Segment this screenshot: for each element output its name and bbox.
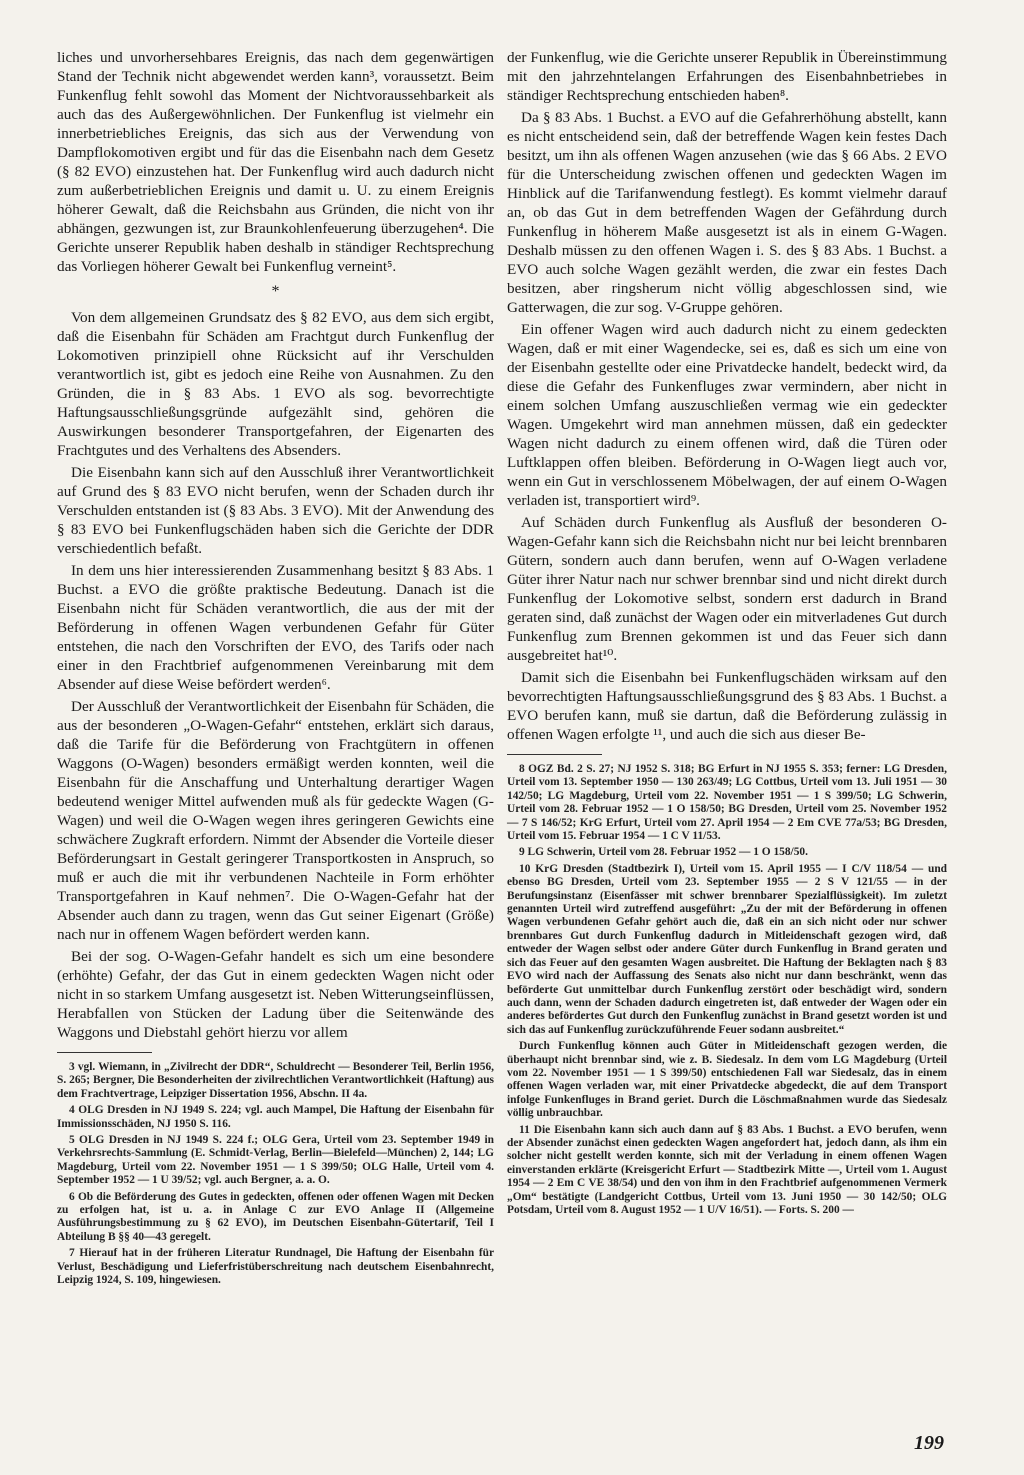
footnote: 8 OGZ Bd. 2 S. 27; NJ 1952 S. 318; BG Erfurt in NJ 1955 S. 353; ferner: LG Dresden, Urteil vom 13. September 1950 — 130 263/49; LG Cottbus, Urteil vom 13. Juli 1951 — 30 142/50; LG Magdeburg, Urteil vom 22. November 1951 — 1 S 399/50; LG Schwerin, Urteil vom 28. Februar 1952 — 1 O 158/50; BG Dresden, Urteil vom 25. November 1952 — 7 S 146/52; KrG Erfurt, Urteil vom 27. April 1954 — 2 Em CVE 77a/53; BG Dresden, Urteil vom 15. Februar 1954 — 1 C V 11/53. [507,763,947,843]
body-paragraph: Da § 83 Abs. 1 Buchst. a EVO auf die Gefahrerhöhung abstellt, kann es nicht entscheidend sein, daß der betreffende Wagen kein festes Dach besitzt, um ihn als offenen Wagen anzusehen (wie das § 66 Abs. 2 EVO für die Unterscheidung zwischen offenen und gedeckten Wagen im Hinblick auf die Tarifanwendung festlegt). Es kommt vielmehr darauf an, ob das Gut in dem betreffenden Wagen der Gefährdung durch Funkenflug in höherem Maße ausgesetzt ist als in einem G-Wagen. Deshalb müssen zu den offenen Wagen i. S. des § 83 Abs. 1 Buchst. a EVO auch solche Wagen gezählt werden, die zwar ein festes Dach besitzen, aber ringsherum nicht völlig abgeschlossen sind, wie Gatterwagen, die zur sog. V-Gruppe gehören. [507,109,947,316]
body-paragraph: Damit sich die Eisenbahn bei Funkenflugschäden wirksam auf den bevorrechtigten Haftungsausschließungsgrund des § 83 Abs. 1 Buchst. a EVO berufen kann, muß sie dartun, daß die Beförderung zulässig in offenen Wagen erfolgte ¹¹, und auch die sich aus dieser Be- [507,669,947,743]
body-paragraph: der Funkenflug, wie die Gerichte unserer Republik in Übereinstimmung mit den jahrzehntelangen Erfahrungen des Eisenbahnbetriebes in ständiger Rechtsprechung entschieden haben⁸. [507,49,947,104]
body-paragraph: Ein offener Wagen wird auch dadurch nicht zu einem gedeckten Wagen, daß er mit einer Wagendecke, sei es, daß es sich um eine von der Eisenbahn gestellte oder eine Privatdecke handelt, bedeckt wird, da diese die Gefahr des Funkenfluges zwar vermindern, aber nicht in einem solchen Umfang auszuschließen vermag wie ein gedeckter Wagen. Umgekehrt wird man annehmen müssen, daß ein gedeckter Wagen nicht dadurch zu einem offenen wird, daß die Türen oder Luftklappen offen bleiben. Beförderung in O-Wagen liegt auch vor, wenn ein Gut in verschlossenem Möbelwagen, der auf einem O-Wagen verladen ist, transportiert wird⁹. [507,321,947,509]
footnote: 3 vgl. Wiemann, in „Zivilrecht der DDR“, Schuldrecht — Besonderer Teil, Berlin 1956, S. 265; Bergner, Die Besonderheiten der zivilrechtlichen Verantwortlichkeit (Haftung) aus dem Frachtvertrage, Leipziger Dissertation 1956, Abschn. II 4a. [57,1061,494,1100]
footnote: 9 LG Schwerin, Urteil vom 28. Februar 1952 — 1 O 158/50. [519,846,808,859]
footnote: 4 OLG Dresden in NJ 1949 S. 224; vgl. auch Mampel, Die Haftung der Eisenbahn für Immissionsschäden, NJ 1950 S. 116. [57,1104,494,1130]
body-paragraph: Der Ausschluß der Verantwortlichkeit der Eisenbahn für Schäden, die aus der besonderen „O-Wagen-Gefahr“ entstehen, erklärt sich daraus, daß die Tarife für die Beförderung von Frachtgütern in offenen Waggons (O-Wagen) besonders ermäßigt werden konnten, weil die Eisenbahn für die Anschaffung und Unterhaltung derartiger Wagen bedeutend weniger Mittel aufwenden muß als für gedeckte Wagen (G-Wagen) und weil die O-Wagen wegen ihres geringeren Gewichts eine schwächere Zugkraft erfordern. Nimmt der Absender die Vorteile dieser Beförderungsart in Gestalt geringerer Transportkosten in Anspruch, so muß er auch die mit ihr verbundenen Nachteile in Form erhöhter Transportgefahren in Kauf nehmen⁷. Die O-Wagen-Gefahr hat der Absender auch dann zu tragen, wenn das Gut seiner Eigenart (Größe) nach nur in offenem Wagen befördert werden kann. [57,698,494,943]
footnote: Durch Funkenflug können auch Güter in Mitleidenschaft gezogen werden, die überhaupt nicht brennbar sind, wie z. B. Siedesalz. In dem vom LG Magdeburg (Urteil vom 22. November 1951 — 1 S 399/50) entschiedenen Fall war Siedesalz, das in einem offenen Wagen verladen war, mit einer Privatdecke abgedeckt, die auf dem Transport infolge Funkenfluges in Brand geriet. Durch die Löschmaßnahmen wurde das Siedesalz völlig unbrauchbar. [507,1040,947,1120]
footnote: 10 KrG Dresden (Stadtbezirk I), Urteil vom 15. April 1955 — I C/V 118/54 — und ebenso BG Dresden, Urteil vom 23. September 1955 — 2 S V 121/55 — in der Berufungsinstanz (Eisenfässer mit schwer brennbarer Spezialflüssigkeit). Im zuletzt genannten Urteil wird zutreffend ausgeführt: „Zu der mit der Beförderung in offenen Wagen verbundenen Gefahr gehört auch die, daß ein an sich nicht oder nur schwer brennbares Gut durch Funkenflug dadurch in Mitleidenschaft gezogen wird, daß entweder der Wagen selbst oder andere Güter durch Funkenflug in Brand geraten und sich das Feuer auf den gesamten Wagen ausbreitet. Die Haftung der Beklagten nach § 83 EVO wird nach der Auffassung des Senats also nicht nur dann beschränkt, wenn das beförderte Gut unmittelbar durch Funkenflug zerstört oder beschädigt wird, sondern auch dann, wenn der Schaden dadurch eingetreten ist, daß entweder der Wagen oder ein anderes befördertes Gut durch den Funkenflug zunächst in Brand gesetzt worden ist und sich das auf Funkenflug zurückzuführende Feuer sodann ausbreitet.“ [507,862,947,1036]
left-column [57,48,494,1291]
right-column [507,48,947,1220]
footnote: 6 Ob die Beförderung des Gutes in gedeckten, offenen oder offenen Wagen mit Decken zu erfolgen hat, ist u. a. in Anlage C zur EVO Anlage II (Allgemeine Ausführungsbestimmung zu § 62 EVO), im Deutschen Eisenbahn-Gütertarif, Teil I Abteilung B §§ 40—43 geregelt. [57,1190,494,1243]
section-separator: * [271,283,280,300]
footnote: 7 Hierauf hat in der früheren Literatur Rundnagel, Die Haftung der Eisenbahn für Verlust, Beschädigung und Lieferfristüberschreitung nach deutschem Eisenbahnrecht, Leipzig 1924, S. 109, hingewiesen. [57,1247,494,1287]
page-number: 199 [914,1432,944,1454]
footnote-rule [507,754,602,755]
footnote: 5 OLG Dresden in NJ 1949 S. 224 f.; OLG Gera, Urteil vom 23. September 1949 in Verkehrsrechts-Sammlung (E. Schmidt-Verlag, Berlin—Bielefeld—München) 2, 144; LG Magdeburg, Urteil vom 22. November 1951 — 1 S 399/50; OLG Halle, Urteil vom 4. September 1952 — 1 U 39/52; vgl. auch Bergner, a. a. O. [57,1134,494,1187]
body-paragraph: Die Eisenbahn kann sich auf den Ausschluß ihrer Verantwortlichkeit auf Grund des § 83 EVO nicht berufen, wenn der Schaden durch ihr Verschulden entstanden ist (§ 83 Abs. 3 EVO). Mit der Anwendung des § 83 EVO bei Funkenflugschäden haben sich die Gerichte der DDR verschiedentlich befaßt. [57,464,494,557]
footnote-rule [57,1052,152,1053]
body-paragraph: Auf Schäden durch Funkenflug als Ausfluß der besonderen O-Wagen-Gefahr kann sich die Reichsbahn nicht nur bei leicht brennbaren Gütern, sondern auch dann berufen, wenn auf O-Wagen verladene Güter ihrer Natur nach nur schwer brennbar sind und nicht direkt durch Funkenflug der Lokomotive selbst, sondern erst dadurch in Brand geraten sind, daß zunächst der Wagen oder ein mitverladenes Gut durch Funkenflug zum Brennen gekommen ist und das Feuer sich dann ausgebreitet hat¹⁰. [507,514,947,664]
footnote: 11 Die Eisenbahn kann sich auch dann auf § 83 Abs. 1 Buchst. a EVO berufen, wenn der Absender zunächst einen gedeckten Wagen angefordert hat, jedoch dann, als ihm ein solcher nicht gestellt werden konnte, sich mit der Verladung in einem offenen Wagen einverstanden erklärte (Kreisgericht Erfurt — Stadtbezirk Mitte —, Urteil vom 1. August 1954 — 2 Em C VE 38/54) und den von ihm in den Frachtbrief aufgenommenen Vermerk „Om“ bestätigte (Landgericht Cottbus, Urteil vom 13. Juni 1950 — 30 142/50; OLG Potsdam, Urteil vom 8. August 1952 — 1 U/V 16/51). — Forts. S. 200 — [507,1123,947,1216]
body-paragraph: In dem uns hier interessierenden Zusammenhang besitzt § 83 Abs. 1 Buchst. a EVO die größte praktische Bedeutung. Danach ist die Eisenbahn nicht für Schäden verantwortlich, die aus der mit der Beförderung in offenen Wagen verbundenen Gefahr für Güter entstehen, die nach den Vorschriften der EVO, des Tarifs oder nach einer in den Frachtbrief aufgenommenen Vereinbarung mit dem Absender auf diese Weise befördert werden⁶. [57,562,494,693]
body-paragraph: Bei der sog. O-Wagen-Gefahr handelt es sich um eine besondere (erhöhte) Gefahr, der das Gut in einem gedeckten Wagen nicht oder nicht in so starkem Umfang ausgesetzt ist. Neben Witterungseinflüssen, Herabfallen von Stücken der Ladung über die Seitenwände des Waggons und Diebstahl gehört hierzu vor allem [57,948,494,1041]
body-paragraph: Von dem allgemeinen Grundsatz des § 82 EVO, aus dem sich ergibt, daß die Eisenbahn für Schäden am Frachtgut durch Funkenflug der Lokomotiven prinzipiell ohne Rücksicht auf ihr Verschulden verantwortlich ist, gibt es jedoch eine Reihe von Ausnahmen. Zu den Gründen, die in § 83 Abs. 1 EVO als sog. bevorrechtigte Haftungsausschließungsgründe aufgezählt sind, gehören die Auswirkungen besonderer Transportgefahren, der Eigenarten des Frachtgutes und des Verhaltens des Absenders. [57,309,494,459]
body-paragraph: liches und unvorhersehbares Ereignis, das nach dem gegenwärtigen Stand der Technik nicht abgewendet werden kann³, voraussetzt. Beim Funkenflug fehlt sowohl das Moment der Nichtvoraussehbarkeit als auch das des Außergewöhnlichen. Der Funkenflug ist vielmehr ein innerbetriebliches Ereignis, das sich aus der Verwendung von Dampflokomotiven ergibt und für das die Eisenbahn nach dem Gesetz (§ 82 EVO) einzustehen hat. Der Funkenflug wird auch dadurch nicht zum außerbetrieblichen Ereignis und damit u. U. zu einem Ereignis höherer Gewalt, daß die Reichsbahn aus Gründen, die nicht von ihr abhängen, gezwungen ist, zur Braunkohlenfeuerung überzugehen⁴. Die Gerichte unserer Republik haben deshalb in ständiger Rechtsprechung das Vorliegen höherer Gewalt bei Funkenflug verneint⁵. [57,49,494,275]
